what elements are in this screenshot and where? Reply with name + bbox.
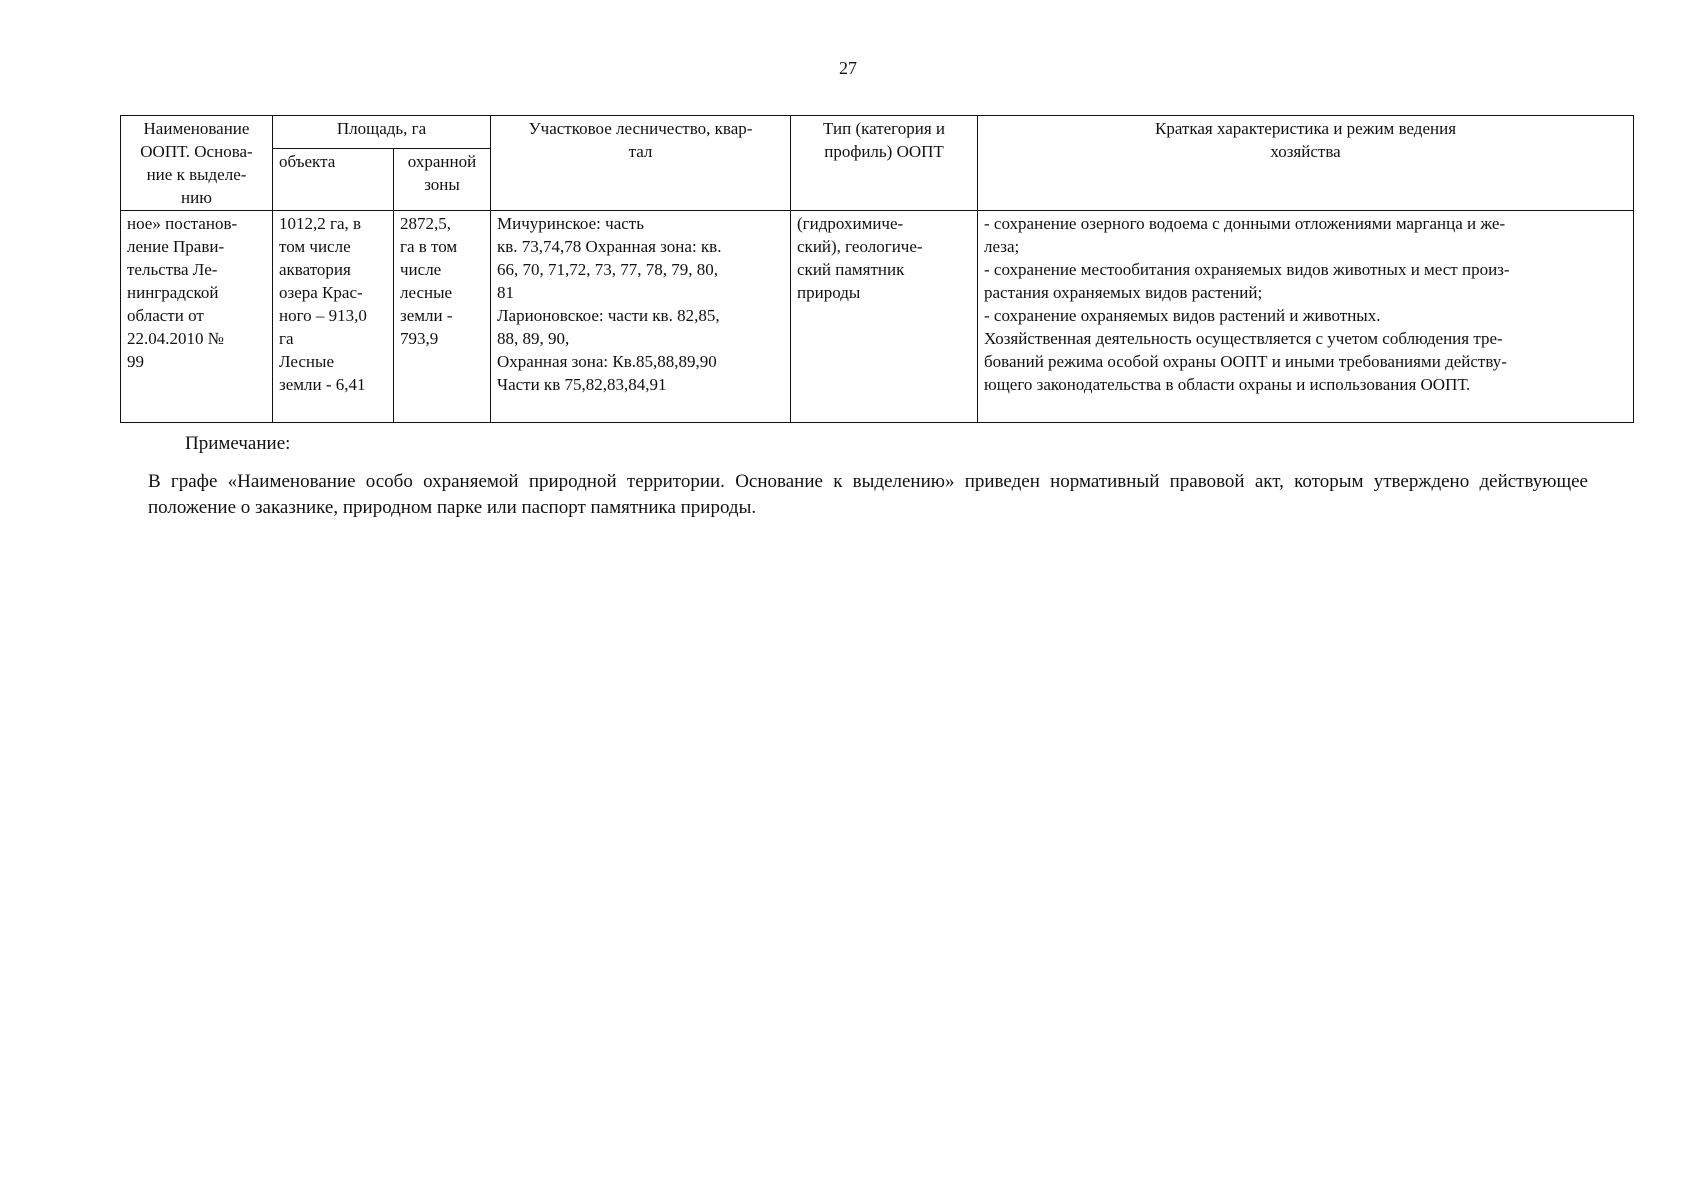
header-type: Тип (категория и профиль) ООПТ xyxy=(791,116,978,211)
table-row xyxy=(121,211,1634,423)
note-label: Примечание: xyxy=(185,433,291,454)
cell-description: - сохранение озерного водоема с донными отложениями марганца и же- леза; - сохранение местообитания охраняемых видов животных и мест произ- растания охраняемых видов растений; - сохранение охраняемых видов растений и животных. Хозяйственная деятельность осуществляется с учетом соблюдения тре- бований режима особой охраны ООПТ и иными требованиями действу- ющего законодательства в области охраны и использования ООПТ. xyxy=(978,211,1634,423)
header-forestry: Участковое лесничество, квар- тал xyxy=(491,116,791,211)
cell-name: ное» постанов- ление Прави- тельства Ле- нинградской области от 22.04.2010 № 99 xyxy=(121,211,273,423)
header-area-zone: охранной зоны xyxy=(394,148,491,210)
header-area: Площадь, га xyxy=(273,116,491,149)
cell-area-object: 1012,2 га, в том числе акватория озера Крас- ного – 913,0 га Лесные земли - 6,41 xyxy=(273,211,394,423)
cell-type: (гидрохимиче- ский), геологиче- ский памятник природы xyxy=(791,211,978,423)
page-number: 27 xyxy=(839,58,857,78)
header-name: Наименование ООПТ. Основа- ние к выделе- нию xyxy=(121,116,273,211)
cell-area-zone: 2872,5, га в том числе лесные земли - 793,9 xyxy=(394,211,491,423)
oopt-table xyxy=(120,115,1634,423)
cell-forestry: Мичуринское: часть кв. 73,74,78 Охранная зона: кв. 66, 70, 71,72, 73, 77, 78, 79, 80, 81 Ларионовское: части кв. 82,85, 88, 89, 90, Охранная зона: Кв.85,88,89,90 Части кв 75,82,83,84,91 xyxy=(491,211,791,423)
note-text: В графе «Наименование особо охраняемой природной территории. Основание к выделению» приведен нормативный правовой акт, которым утверждено действующее положение о заказнике, природном парке или паспорт памятника природы. xyxy=(148,471,1588,518)
header-area-object: объекта xyxy=(273,148,394,210)
header-description: Краткая характеристика и режим ведения хозяйства xyxy=(978,116,1634,211)
